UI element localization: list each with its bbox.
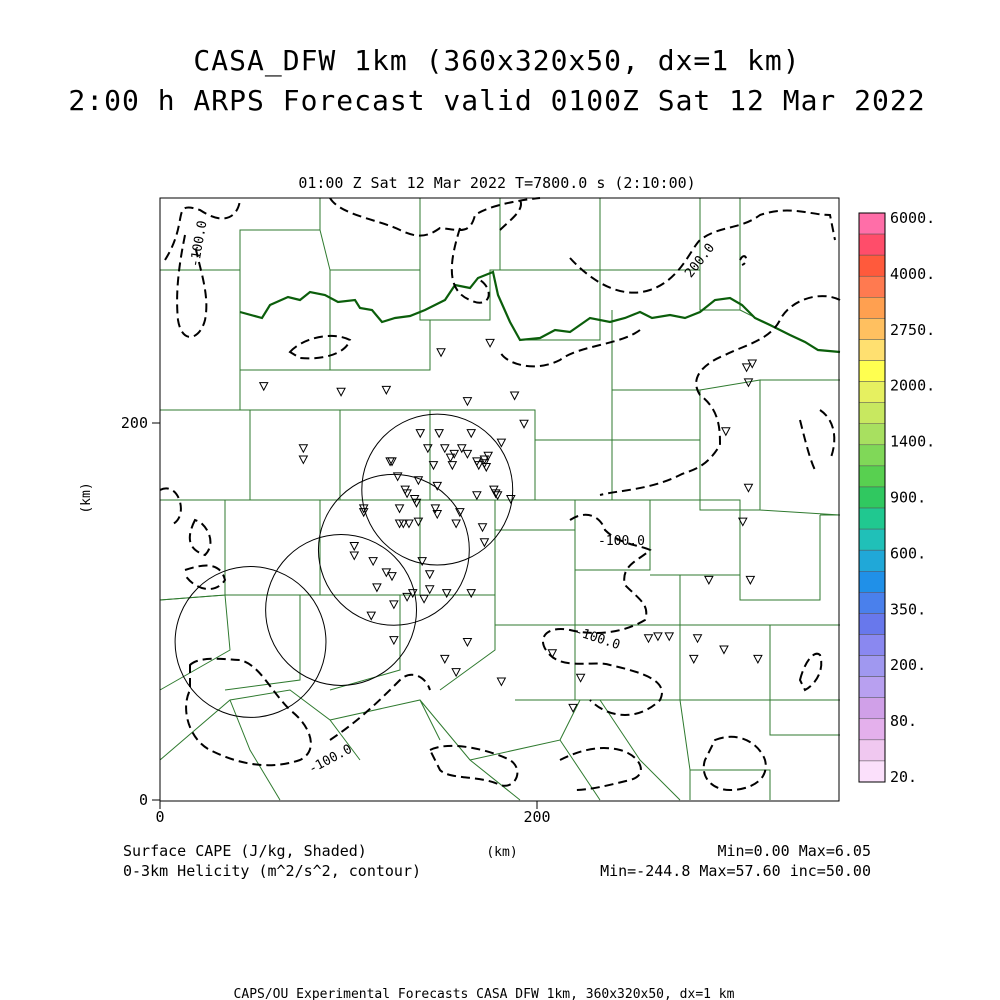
colorbar-swatch [859,213,885,234]
station-marker [744,484,752,492]
radar-ring-3 [266,535,417,686]
station-marker [299,456,307,464]
station-marker [654,633,662,641]
contour-label-2: 200.0 [682,240,719,281]
station-marker [396,505,404,513]
station-marker [743,364,751,372]
colorbar-label: 4000. [890,264,936,283]
y-tick-200: 200 [120,414,148,432]
colorbar-swatch [859,592,885,613]
station-marker [390,637,398,645]
footer-credit: CAPS/OU Experimental Forecasts CASA DFW 1km, 360x320x50, dx=1 km [233,987,735,1000]
colorbar-swatch [859,424,885,445]
station-marker [458,445,466,453]
colorbar-swatch [859,318,885,339]
station-marker [337,388,345,396]
colorbar-swatch [859,276,885,297]
station-marker [754,655,762,663]
station-marker [441,655,449,663]
station-marker [390,601,398,609]
colorbar-swatch [859,382,885,403]
station-marker [665,633,673,641]
station-marker [260,383,268,391]
colorbar-swatch [859,339,885,360]
y-tick-0: 0 [138,791,148,809]
station-marker [426,586,434,594]
station-marker [720,646,728,654]
colorbar-swatch [859,571,885,592]
colorbar-label: 900. [890,488,927,507]
station-marker [448,462,456,470]
station-marker [463,450,471,458]
station-marker [437,349,445,357]
colorbar-label: 600. [890,544,927,563]
colorbar-swatch [859,719,885,740]
colorbar-swatch [859,487,885,508]
station-marker [382,386,390,394]
colorbar-label: 200. [890,656,927,675]
station-marker [416,430,424,438]
station-marker [441,445,449,453]
colorbar-swatch [859,550,885,571]
colorbar-swatch [859,677,885,698]
colorbar-swatch [859,403,885,424]
radar-ring-4 [175,567,326,718]
station-marker [645,635,653,643]
station-marker [299,445,307,453]
station-marker [403,593,411,601]
colorbar-swatch [859,656,885,677]
colorbar-swatch [859,361,885,382]
station-marker [435,430,443,438]
radar-ring-2 [318,474,469,625]
station-marker [443,590,451,598]
colorbar-label: 2000. [890,376,936,395]
colorbar-swatch [859,634,885,655]
contour-label-3: -100.0 [572,624,622,654]
station-marker [414,518,422,526]
station-marker [486,339,494,347]
station-marker [520,420,528,428]
colorbar-swatch [859,698,885,719]
station-marker [507,496,515,504]
station-marker [467,430,475,438]
contour-label-4: -100.0 [306,741,355,778]
colorbar-swatch [859,740,885,761]
station-marker [463,398,471,406]
footer-cape-label: Surface CAPE (J/kg, Shaded) [123,842,367,860]
colorbar-label: 6000. [890,209,936,227]
station-marker [463,638,471,646]
station-marker [367,612,375,620]
station-marker [452,520,460,528]
county-boundaries [160,198,840,800]
station-marker [350,543,358,551]
station-marker [452,669,460,677]
radar-coverage-rings [175,414,513,717]
cape-colorbar [859,213,885,782]
observation-stations [260,339,762,711]
y-axis-unit: (km) [79,482,94,514]
station-marker [473,492,481,500]
station-marker [424,445,432,453]
station-marker [690,655,698,663]
colorbar-label: 80. [890,712,918,731]
plot-subtitle: 01:00 Z Sat 12 Mar 2022 T=7800.0 s (2:10:00) [298,174,696,192]
x-tick-0: 0 [155,808,165,826]
colorbar-swatch [859,234,885,255]
footer-helicity-label: 0-3km Helicity (m^2/s^2, contour) [123,862,422,880]
station-marker [497,678,505,686]
station-marker [350,552,358,560]
station-marker [577,674,585,682]
colorbar-label: 1400. [890,432,936,451]
station-marker [746,576,754,584]
station-marker [479,524,487,532]
station-marker [705,576,713,584]
colorbar-label: 2750. [890,320,936,339]
station-marker [722,428,730,436]
contour-label-5: -100.0 [187,219,211,269]
station-marker [373,584,381,592]
station-marker [480,539,488,547]
colorbar-swatch [859,613,885,634]
footer-helicity-minmax: Min=-244.8 Max=57.60 inc=50.00 [600,862,871,880]
colorbar-labels [890,209,935,786]
station-marker [426,571,434,579]
colorbar-label: 20. [890,768,918,786]
title-line-2: 2:00 h ARPS Forecast valid 0100Z Sat 12 Mar 2022 [68,84,926,117]
colorbar-swatch [859,255,885,276]
x-axis-unit: (km) [486,845,518,860]
contour-label-1: -100.0 [598,534,645,549]
station-marker [369,558,377,566]
station-marker [420,595,428,603]
colorbar-swatch [859,297,885,318]
colorbar-swatch [859,761,885,782]
title-line-1: CASA_DFW 1km (360x320x50, dx=1 km) [193,44,801,77]
colorbar-swatch [859,529,885,550]
colorbar-swatch [859,508,885,529]
station-marker [429,462,437,470]
station-marker [388,573,396,581]
station-marker [467,590,475,598]
station-marker [511,392,519,400]
footer-cape-minmax: Min=0.00 Max=6.05 [717,842,871,860]
x-tick-200: 200 [523,808,551,826]
colorbar-swatch [859,445,885,466]
colorbar-swatch [859,466,885,487]
station-marker [694,635,702,643]
colorbar-label: 350. [890,600,927,619]
station-marker [431,505,439,513]
